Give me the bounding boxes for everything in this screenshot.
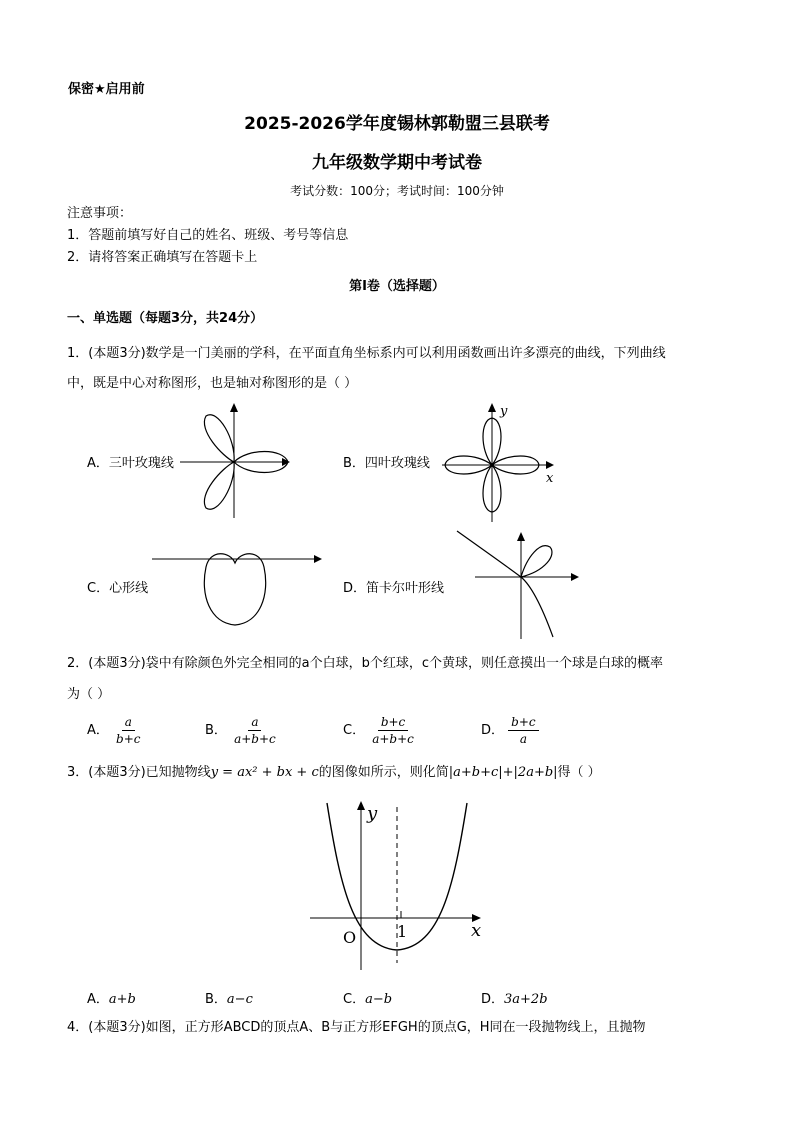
q3-prefix: 3．(本题3分)已知抛物线 (67, 765, 211, 780)
option-label: D． (481, 723, 505, 738)
q2-option-d (481, 715, 539, 746)
confidential-label: 保密★启用前 (68, 82, 145, 97)
q2-option-a (87, 715, 144, 746)
question-1-line2: 中，既是中心对称图形，也是轴对称图形的是（ ） (67, 376, 358, 391)
tick-label: 1 (397, 922, 408, 941)
fraction: $\frac{b+c}{a}$ (508, 715, 538, 746)
fraction: $\frac{b+c}{a+b+c}$ (372, 715, 414, 746)
y-axis-label: y (500, 404, 508, 419)
fraction: $\frac{a}{a+b+c}$ (234, 715, 276, 746)
origin-label: O (343, 928, 357, 947)
option-label: A． (87, 723, 109, 738)
notes-item: 2．请将答案正确填写在答题卡上 (67, 250, 258, 265)
q2-option-c (343, 715, 417, 746)
q1-option-d: D．笛卡尔叶形线 (343, 581, 445, 596)
question-2-line2: 为（ ） (67, 687, 111, 702)
q3-middle: 的图像如所示，则化简 (318, 765, 449, 780)
q1-option-b: B．四叶玫瑰线 (343, 456, 430, 471)
q1-option-c: C．心形线 (87, 581, 149, 596)
q2-option-b (205, 715, 279, 746)
notes-item: 1．答题前填写好自己的姓名、班级、考号等信息 (67, 228, 349, 243)
cardioid-graph (150, 545, 330, 635)
option-label: C． (343, 723, 366, 738)
four-leaf-rose-graph (440, 400, 565, 525)
question-2-line1: 2．(本题3分)袋中有除颜色外完全相同的a个白球，b个红球，c个黄球，则任意摸出一个球是白球的概率 (67, 656, 664, 671)
y-axis-label: y (367, 803, 378, 824)
section-heading: 一、单选题（每题3分，共24分） (67, 311, 264, 326)
x-axis-label: x (546, 471, 554, 486)
fraction: $\frac{a}{b+c}$ (116, 715, 141, 746)
x-axis-label: x (471, 920, 482, 941)
q3-option-a: A．a+b (87, 992, 136, 1007)
parabola-graph (305, 795, 495, 975)
folium-of-descartes-graph (455, 527, 580, 642)
q1-option-a: A．三叶玫瑰线 (87, 456, 174, 471)
option-label: B． (205, 723, 227, 738)
part-heading: 第I卷（选择题） (349, 279, 445, 294)
question-3 (67, 758, 732, 788)
exam-title: 2025-2026学年度锡林郭勒盟三县联考 (244, 114, 550, 134)
question-4-line1: 4．(本题3分)如图，正方形ABCD的顶点A、B与正方形EFGH的顶点G，H同在一段抛物线上，且抛物 (67, 1020, 646, 1035)
q3-option-b: B．a−c (205, 992, 253, 1007)
q3-equation: y = ax² + bx + c (210, 765, 319, 780)
q3-option-c: C．a−b (343, 992, 393, 1007)
three-leaf-rose-graph (178, 400, 293, 520)
q3-suffix: 得（ ） (557, 765, 601, 780)
q3-expression: |a+b+c|+|2a+b| (448, 765, 558, 780)
notes-heading: 注意事项： (67, 206, 133, 221)
question-1-line1: 1．(本题3分)数学是一门美丽的学科，在平面直角坐标系内可以利用函数画出许多漂亮的曲线，下列曲线 (67, 346, 666, 361)
q3-option-d: D．3a+2b (481, 992, 548, 1007)
exam-subtitle: 九年级数学期中考试卷 (312, 153, 482, 173)
exam-info: 考试分数：100分；考试时间：100分钟 (290, 184, 504, 198)
